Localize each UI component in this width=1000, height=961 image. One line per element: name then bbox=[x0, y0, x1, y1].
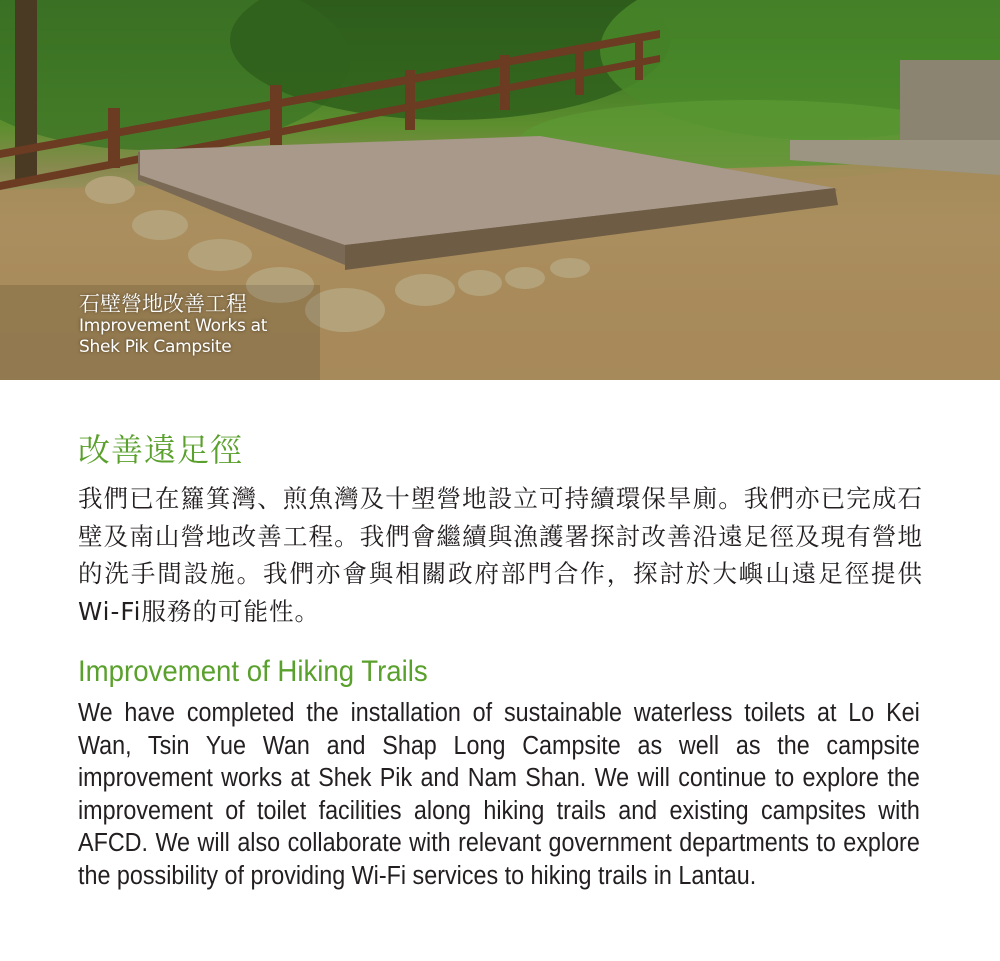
caption-en-line1: Improvement Works at bbox=[79, 316, 268, 336]
caption-en-line2: Shek Pik Campsite bbox=[79, 337, 232, 357]
photo-caption bbox=[79, 292, 267, 358]
heading-en: Improvement of Hiking Trails bbox=[78, 655, 428, 688]
campsite-photo bbox=[0, 0, 1000, 380]
paragraph-zh: 我們已在籮箕灣、煎魚灣及十塱營地設立可持續環保旱廁。我們亦已完成石壁及南山營地改善工程。我們會繼續與漁護署探討改善沿遠足徑及現有營地的洗手間設施。我們亦會與相關政府部門合作，探討於大嶼山遠足徑提供Wi-Fi服務的可能性。 bbox=[78, 484, 923, 626]
heading-zh: 改善遠足徑 bbox=[78, 431, 244, 469]
caption-zh: 石壁營地改善工程 bbox=[79, 292, 247, 316]
paragraph-en: We have completed the installation of sustainable waterless toilets at Lo Kei Wan, Tsin Yue Wan and Shap Long Campsite as well as the campsite improvement works at Shek Pik and Nam Shan. We will continue to explore the improvement of toilet facilities along hiking trails and existing campsites with AFCD. We will also collaborate with relevant government departments to explore the possibility of providing Wi-Fi services to hiking trails in Lantau. bbox=[78, 699, 920, 890]
